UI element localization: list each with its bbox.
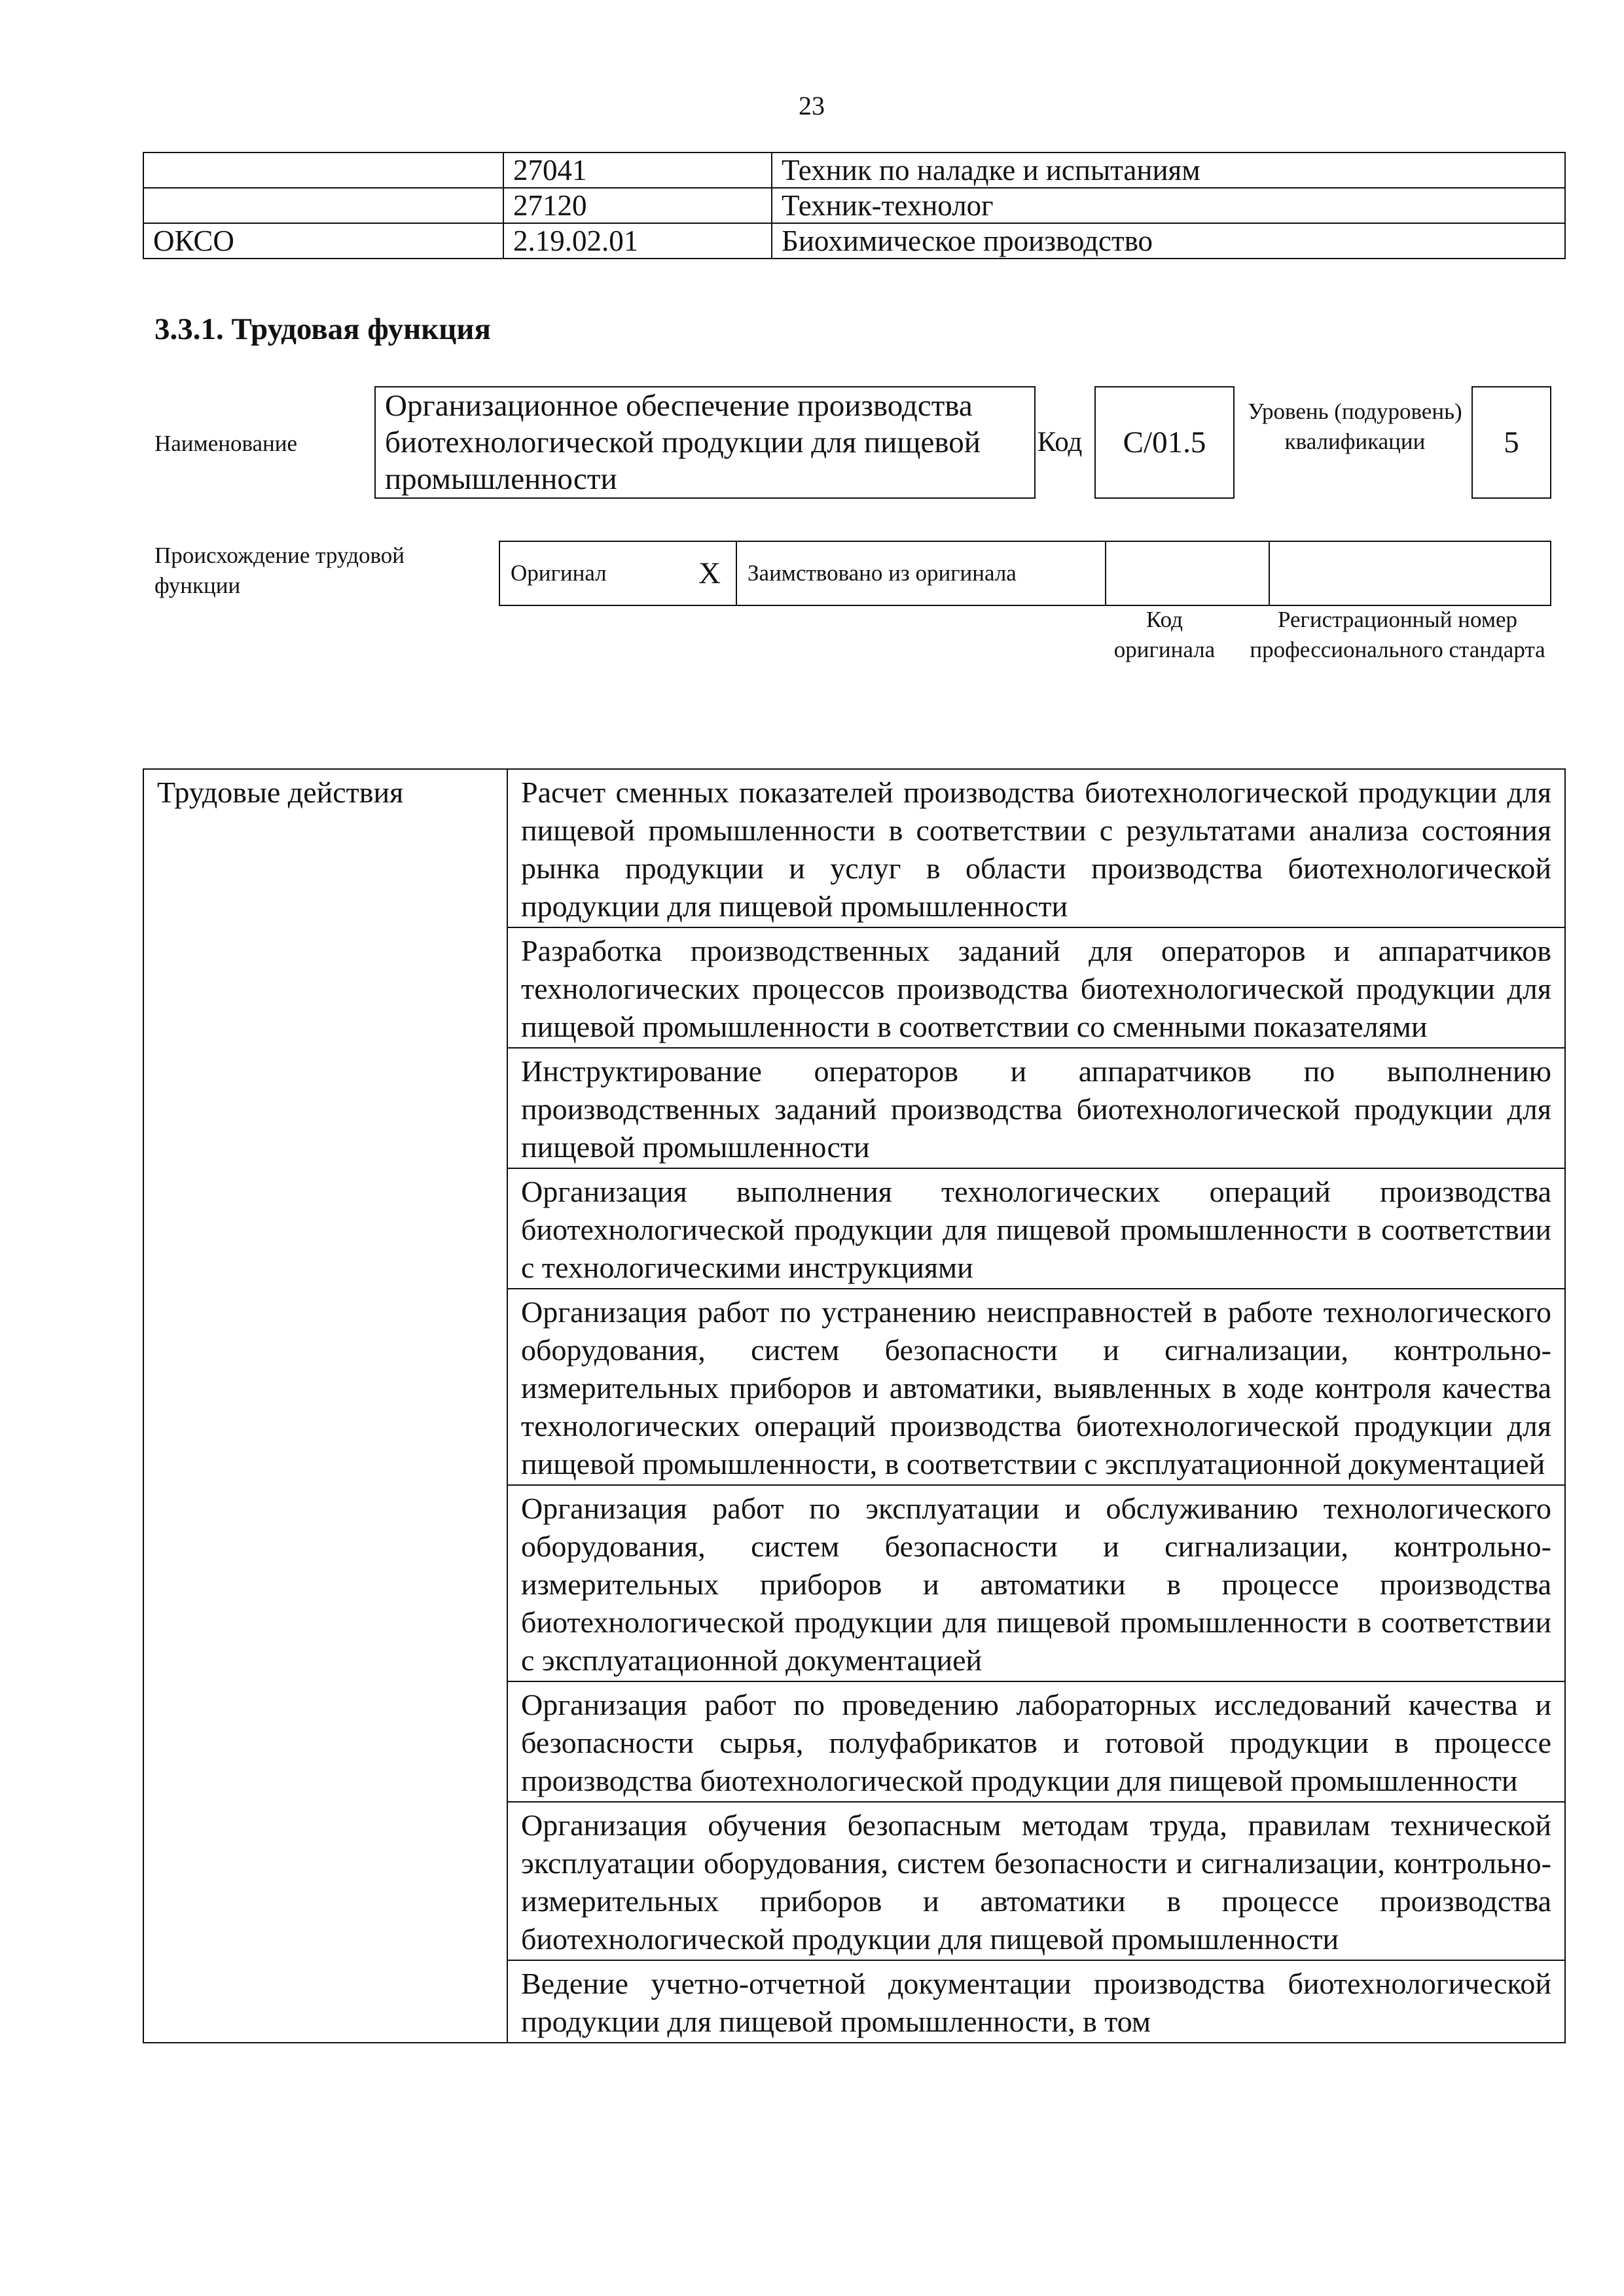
classification-table <box>143 152 1566 259</box>
code-original-cell <box>1106 541 1269 605</box>
reg-number-cell <box>1269 541 1551 605</box>
origin-table <box>499 541 1551 606</box>
name-label: Наименование <box>154 431 298 456</box>
action-item: Организация выполнения технологических операций производства биотехнологической продукции для пищевой промышленности в соответствии с технологическими инструкциями <box>507 1168 1565 1289</box>
original-label-cell: Оригинал <box>499 541 683 605</box>
code-label: Код <box>1037 427 1083 457</box>
borrowed-label-cell: Заимствовано из оригинала <box>736 541 1106 605</box>
action-item: Расчет сменных показателей производства биотехнологической продукции для пищевой промышленности в соответствии с результатами анализа состояния рынка продукции и услуг в области производства биотехнологической продукции для пищевой промышленности <box>507 769 1565 927</box>
function-name-field: Организационное обеспечение производства биотехнологической продукции для пищевой промышленности <box>374 386 1036 499</box>
action-item: Организация обучения безопасным методам труда, правилам технической эксплуатации оборудования, систем безопасности и сигнализации, контрольно-измерительных приборов и автоматики в процессе производства биотехнологической продукции для пищевой промышленности <box>507 1802 1565 1960</box>
action-item: Инструктирование операторов и аппаратчиков по выполнению производственных заданий производства биотехнологической продукции для пищевой промышленности <box>507 1048 1565 1168</box>
level-field: 5 <box>1471 386 1551 499</box>
occupation-name-cell: Техник по наладке и испытаниям <box>772 152 1565 188</box>
table-row <box>143 188 1565 223</box>
level-label: Уровень (подуровень) квалификации <box>1248 399 1462 454</box>
function-code-field: C/01.5 <box>1094 386 1235 499</box>
occupation-name-cell: Техник-технолог <box>772 188 1565 223</box>
code-original-label: Код оригинала <box>1113 607 1216 662</box>
reg-number-label: Регистрационный номер профессионального стандарта <box>1250 607 1545 662</box>
labor-actions-table <box>143 768 1566 2043</box>
classifier-cell: ОКСО <box>143 223 503 259</box>
original-mark-cell: X <box>683 541 736 605</box>
table-row <box>143 152 1565 188</box>
classifier-cell <box>143 188 503 223</box>
action-item: Разработка производственных заданий для операторов и аппаратчиков технологических процессов производства биотехнологической продукции для пищевой промышленности в соответствии со сменными показателями <box>507 927 1565 1048</box>
action-item: Организация работ по устранению неисправностей в работе технологического оборудования, систем безопасности и сигнализации, контрольно-измерительных приборов и автоматики, выявленных в ходе контроля качества технологических операций производства биотехнологической продукции для пищевой промышленности, в соответствии с эксплуатационной документацией <box>507 1289 1565 1485</box>
table-row <box>499 541 1551 605</box>
table-row <box>143 769 1565 927</box>
occupation-name-cell: Биохимическое производство <box>772 223 1565 259</box>
code-cell: 27120 <box>503 188 772 223</box>
section-title: 3.3.1. Трудовая функция <box>154 312 491 346</box>
action-item: Ведение учетно-отчетной документации производства биотехнологической продукции для пищевой промышленности, в том <box>507 1960 1565 2043</box>
code-cell: 27041 <box>503 152 772 188</box>
code-cell: 2.19.02.01 <box>503 223 772 259</box>
action-item: Организация работ по проведению лабораторных исследований качества и безопасности сырья, полуфабрикатов и готовой продукции в процессе производства биотехнологической продукции для пищевой промышленности <box>507 1681 1565 1802</box>
origin-label: Происхождение трудовой функции <box>154 543 405 598</box>
table-row <box>143 223 1565 259</box>
action-item: Организация работ по эксплуатации и обслуживанию технологического оборудования, систем безопасности и сигнализации, контрольно-измерительных приборов и автоматики в процессе производства биотехнологической продукции для пищевой промышленности в соответствии с эксплуатационной документацией <box>507 1485 1565 1681</box>
classifier-cell <box>143 152 503 188</box>
actions-label-cell: Трудовые действия <box>143 769 507 2043</box>
page-number: 23 <box>799 91 825 120</box>
